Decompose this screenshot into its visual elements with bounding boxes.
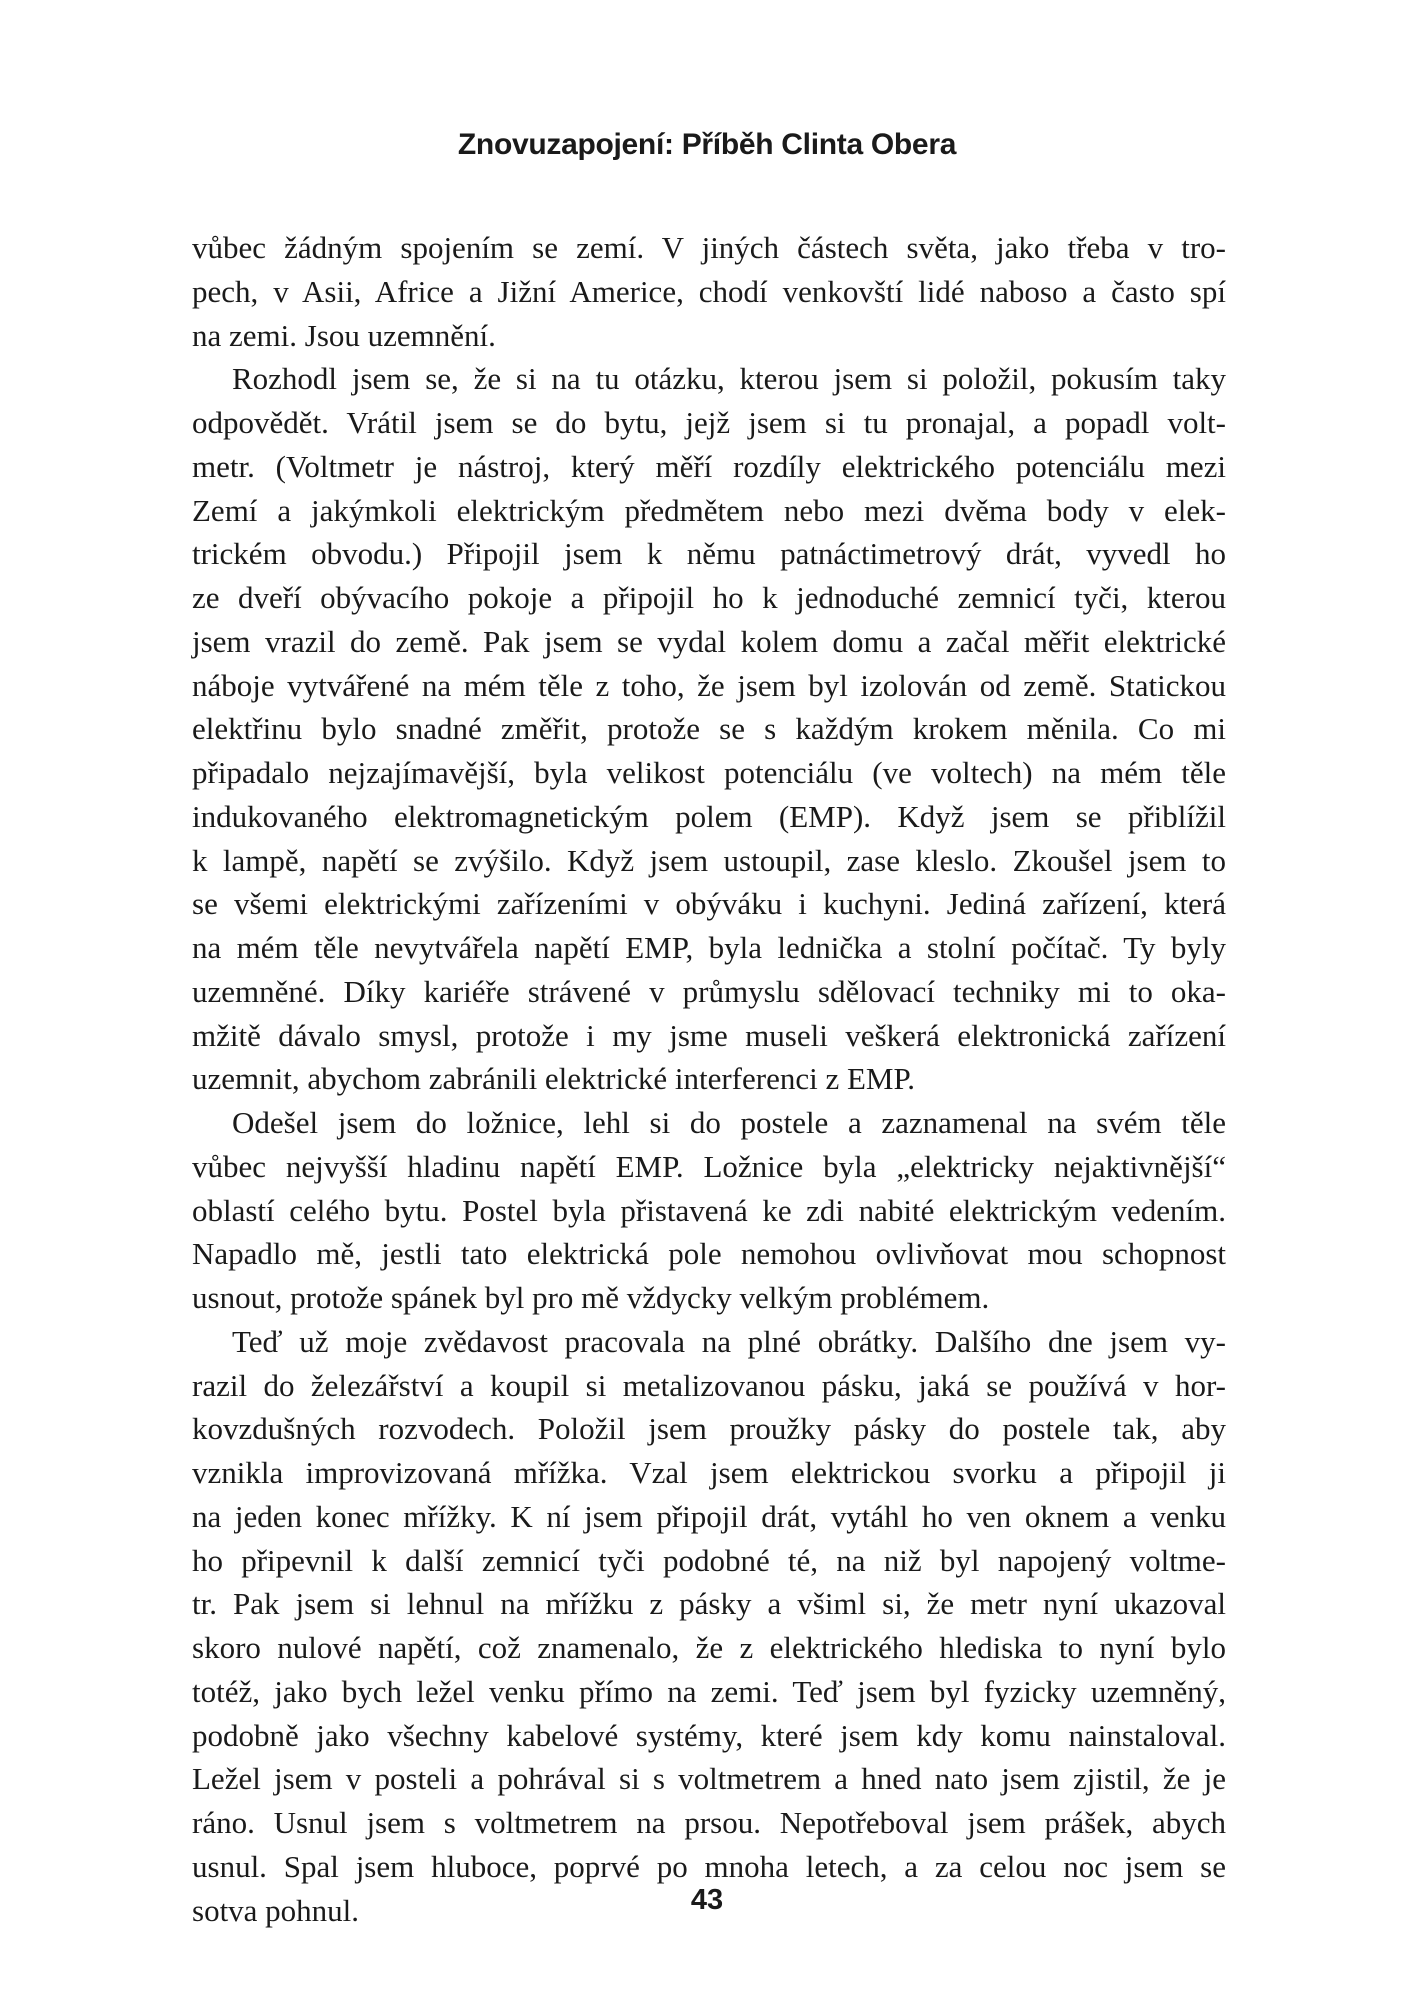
text-line: uzemnit, abychom zabránili elektrické interferenci z EMP. <box>192 1061 916 1097</box>
text-line: na zemi. Jsou uzemnění. <box>192 317 496 353</box>
text-line: jsem vrazil do země. Pak jsem se vydal kolem domu a začal měřit elektrické <box>192 623 1226 659</box>
text-line: kovzdušných rozvodech. Položil jsem proužky pásky do postele tak, aby <box>192 1411 1226 1447</box>
paragraph <box>192 226 1226 357</box>
text-line: připadalo nejzajímavější, byla velikost potenciálu (ve voltech) na mém těle <box>192 755 1226 790</box>
text-line: elektřinu bylo snadné změřit, protože se s každým krokem měnila. Co mi <box>192 711 1226 747</box>
paragraph <box>192 1101 1226 1320</box>
text-line: Rozhodl jsem se, že si na tu otázku, kterou jsem si položil, pokusím taky <box>232 361 1226 397</box>
text-line: uzemněné. Díky kariéře strávené v průmyslu sdělovací techniky mi to oka- <box>192 973 1226 1009</box>
text-line: Napadlo mě, jestli tato elektrická pole nemohou ovlivňovat mou schopnost <box>192 1236 1226 1272</box>
text-line: pech, v Asii, Africe a Jižní Americe, chodí venkovští lidé naboso a často spí <box>192 273 1226 309</box>
text-line: oblastí celého bytu. Postel byla přistavená ke zdi nabité elektrickým vedením. <box>192 1192 1226 1228</box>
text-line: indukovaného elektromagnetickým polem (EMP). Když jsem se přiblížil <box>192 798 1226 834</box>
text-line: odpovědět. Vrátil jsem se do bytu, jejž jsem si tu pronajal, a popadl volt- <box>192 405 1226 440</box>
text-line: usnul. Spal jsem hluboce, poprvé po mnoha letech, a za celou noc jsem se <box>192 1848 1226 1884</box>
text-line: razil do železářství a koupil si metalizovanou pásku, jaká se používá v hor- <box>192 1367 1226 1403</box>
text-line: skoro nulové napětí, což znamenalo, že z elektrického hlediska to nyní bylo <box>192 1630 1226 1665</box>
text-line: ho připevnil k další zemnicí tyči podobné té, na niž byl napojený voltme- <box>192 1542 1226 1578</box>
text-line: usnout, protože spánek byl pro mě vždycky velkým problémem. <box>192 1280 990 1315</box>
body-text <box>192 226 1226 1932</box>
running-header-title: Znovuzapojení: Příběh Clinta Obera <box>457 128 957 161</box>
text-line: sotva pohnul. <box>192 1892 360 1928</box>
text-line: vůbec nejvyšší hladinu napětí EMP. Ložnice byla „elektricky nejaktivnější“ <box>192 1148 1226 1184</box>
text-line: metr. (Voltmetr je nástroj, který měří rozdíly elektrického potenciálu mezi <box>192 448 1226 484</box>
text-line: náboje vytvářené na mém těle z toho, že jsem byl izolován od země. Statickou <box>192 667 1226 703</box>
text-line: na mém těle nevytvářela napětí EMP, byla lednička a stolní počítač. Ty byly <box>192 930 1226 965</box>
text-line: na jeden konec mřížky. K ní jsem připojil drát, vytáhl ho ven oknem a venku <box>192 1498 1226 1534</box>
text-line: se všemi elektrickými zařízeními v obýváku i kuchyni. Jediná zařízení, která <box>192 886 1226 922</box>
text-line: trickém obvodu.) Připojil jsem k němu patnáctimetrový drát, vyvedl ho <box>192 536 1226 572</box>
text-line: vznikla improvizovaná mřížka. Vzal jsem elektrickou svorku a připojil ji <box>192 1455 1226 1490</box>
text-line: ráno. Usnul jsem s voltmetrem na prsou. Nepotřeboval jsem prášek, abych <box>192 1805 1226 1840</box>
text-line: Teď už moje zvědavost pracovala na plné obrátky. Dalšího dne jsem vy- <box>232 1323 1226 1359</box>
text-line: podobně jako všechny kabelové systémy, které jsem kdy komu nainstaloval. <box>192 1717 1226 1753</box>
text-line: Odešel jsem do ložnice, lehl si do postele a zaznamenal na svém těle <box>232 1105 1226 1140</box>
text-line: k lampě, napětí se zvýšilo. Když jsem ustoupil, zase kleslo. Zkoušel jsem to <box>192 842 1226 878</box>
paragraph <box>192 357 1226 1101</box>
text-line: ze dveří obývacího pokoje a připojil ho k jednoduché zemnicí tyči, kterou <box>192 580 1226 615</box>
text-line: mžitě dávalo smysl, protože i my jsme museli veškerá elektronická zařízení <box>192 1017 1226 1053</box>
text-line: vůbec žádným spojením se zemí. V jiných částech světa, jako třeba v tro- <box>192 230 1226 265</box>
text-line: totéž, jako bych ležel venku přímo na zemi. Teď jsem byl fyzicky uzemněný, <box>192 1673 1226 1709</box>
text-line: tr. Pak jsem si lehnul na mřížku z pásky a všiml si, že metr nyní ukazoval <box>192 1586 1226 1622</box>
text-line: Zemí a jakýmkoli elektrickým předmětem nebo mezi dvěma body v elek- <box>192 492 1226 528</box>
paragraph <box>192 1320 1226 1933</box>
page-number: 43 <box>690 1884 724 1916</box>
text-line: Ležel jsem v posteli a pohrával si s voltmetrem a hned nato jsem zjistil, že je <box>192 1761 1226 1797</box>
